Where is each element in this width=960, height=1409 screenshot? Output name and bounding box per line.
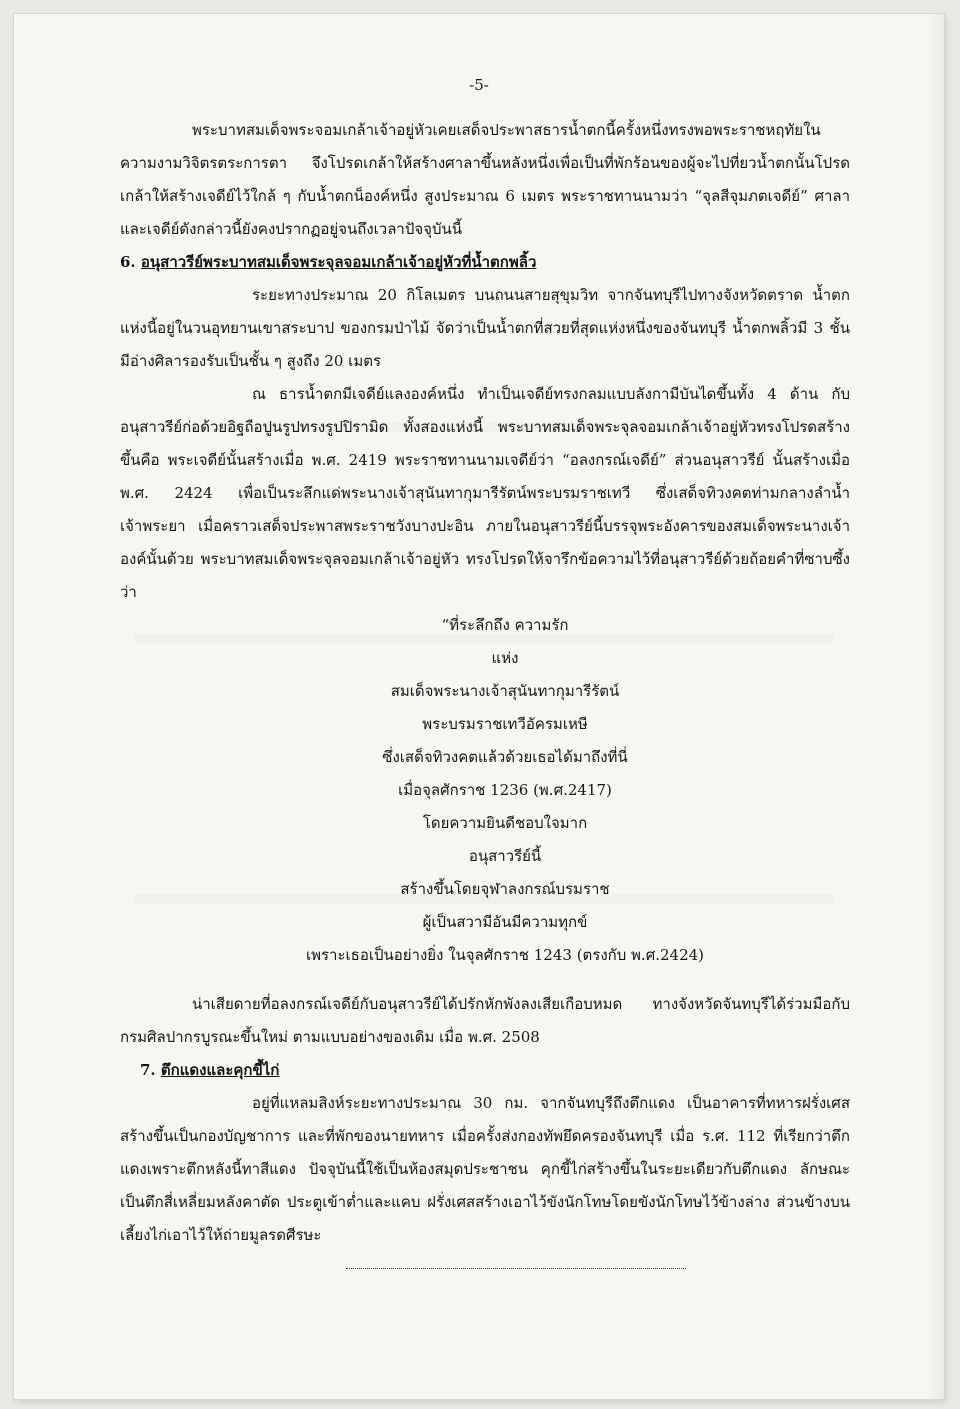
inscription-block (120, 609, 850, 972)
inscription-line: แห่ง (491, 649, 519, 667)
section-7-title: ตึกแดงและคุกขี้ไก่ (160, 1061, 280, 1079)
inscription-line: พระบรมราชเทวีอัครมเหษี (422, 715, 588, 733)
section-7-heading (120, 1054, 850, 1087)
document-page (14, 14, 944, 1399)
end-dotted-line (346, 1260, 686, 1269)
inscription-line: โดยความยินดีชอบใจมาก (422, 814, 588, 832)
section-7-number: 7. (140, 1061, 156, 1079)
inscription-line: สร้างขึ้นโดยจุฬาลงกรณ์บรมราช (400, 880, 610, 898)
inscription-line: ซึ่งเสด็จทิวงคตแล้วด้วยเธอได้มาถึงที่นี่ (382, 748, 628, 766)
section-6-heading (120, 246, 850, 279)
section-6-title: อนุสาวรีย์พระบาทสมเด็จพระจุลจอมเกล้าเจ้าอยู่หัวที่น้ำตกพลิ้ว (140, 253, 537, 271)
section-6-paragraph-1: ระยะทางประมาณ 20 กิโลเมตร บนถนนสายสุขุมวิท จากจันทบุรีไปทางจังหวัดตราด น้ำตกแห่งนี้อยู่ในวนอุทยานเขาสระบาป ของกรมป่าไม้ จัดว่าเป็นน้ำตกที่สวยที่สุดแห่งหนึ่งของจันทบุรี น้ำตกพลิ้วมี 3 ชั้น มีอ่างศิลารองรับเป็นชั้น ๆ สูงถึง 20 เมตร (120, 286, 850, 370)
inscription-line: “ที่ระลึกถึง ความรัก (441, 616, 569, 634)
spacer (120, 972, 850, 988)
inscription-line: สมเด็จพระนางเจ้าสุนันทากุมารีรัตน์ (390, 682, 620, 700)
section-6-paragraph-2: ณ ธารน้ำตกมีเจดีย์แลงองค์หนึ่ง ทำเป็นเจดีย์ทรงกลมแบบลังกามีบันไดขึ้นทั้ง 4 ด้าน กับอนุสาวรีย์ก่อด้วยอิฐถือปูนรูปทรงรูปปิรามิด ทั้งสองแห่งนี้ พระบาทสมเด็จพระจุลจอมเกล้าเจ้าอยู่หัวทรงโปรดสร้างขึ้นคือ พระเจดีย์นั้นสร้างเมื่อ พ.ศ. 2419 พระราชทานนามเจดีย์ว่า “อลงกรณ์เจดีย์” ส่วนอนุสาวรีย์ นั้นสร้างเมื่อ พ.ศ. 2424 เพื่อเป็นระลึกแด่พระนางเจ้าสุนันทากุมารีรัตน์พระบรมราชเทวี ซึ่งเสด็จทิวงคตท่ามกลางลำน้ำเจ้าพระยา เมื่อคราวเสด็จประพาสพระราชวังบางปะอิน ภายในอนุสาวรีย์นี้บรรจุพระอังคารของสมเด็จพระนางเจ้าองค์นั้นด้วย พระบาทสมเด็จพระจุลจอมเกล้าเจ้าอยู่หัว ทรงโปรดให้จารึกข้อความไว้ที่อนุสาวรีย์ด้วยถ้อยคำที่ซาบซึ้งว่า (120, 385, 850, 601)
inscription-line: เมื่อจุลศักราช 1236 (พ.ศ.2417) (398, 781, 612, 799)
inscription-line: อนุสาวรีย์นี้ (468, 847, 542, 865)
section-6-paragraph-3: น่าเสียดายที่อลงกรณ์เจดีย์กับอนุสาวรีย์ได้ปรักหักพังลงเสียเกือบหมด ทางจังหวัดจันทบุรีได้ร่วมมือกับกรมศิลปากรบูรณะขึ้นใหม่ ตามแบบอย่างของเดิม เมื่อ พ.ศ. 2508 (120, 995, 850, 1046)
intro-paragraph: พระบาทสมเด็จพระจอมเกล้าเจ้าอยู่หัวเคยเสด็จประพาสธารน้ำตกนี้ครั้งหนึ่งทรงพอพระราชหฤทัยในความงามวิจิตรตระการตา จึงโปรดเกล้าให้สร้างศาลาขึ้นหลังหนึ่งเพื่อเป็นที่พักร้อนของผู้จะไปที่ยวน้ำตกนั้นโปรดเกล้าให้สร้างเจดีย์ไว้ใกล้ ๆ กับน้ำตกน็องค์หนึ่ง สูงประมาณ 6 เมตร พระราชทานนามว่า “จุลสีจุมภตเจดีย์” ศาลาและเจดีย์ดังกล่าวนี้ยังคงปรากฏอยู่จนถึงเวลาปัจจุบันนี้ (120, 121, 850, 238)
inscription-line: ผู้เป็นสวามีอันมีความทุกข์ (422, 913, 588, 931)
page-number: -5- (469, 76, 489, 94)
section-6-number: 6. (120, 253, 136, 271)
inscription-line: เพราะเธอเป็นอย่างยิ่ง ในจุลศักราช 1243 (ตรงกับ พ.ศ.2424) (305, 946, 705, 964)
document-body (120, 114, 850, 1252)
section-7-paragraph-1: อยู่ที่แหลมสิงห์ระยะทางประมาณ 30 กม. จากจันทบุรีถึงตึกแดง เป็นอาคารที่ทหารฝรั่งเศสสร้างขึ้นเป็นกองบัญชาการ และที่พักของนายทหาร เมื่อครั้งส่งกองทัพยึดครองจันทบุรี เมื่อ ร.ศ. 112 ที่เรียกว่าตึกแดงเพราะตึกหลังนี้ทาสีแดง ปัจจุบันนี้ใช้เป็นห้องสมุดประชาชน คุกขี้ไก่สร้างขึ้นในระยะเดียวกับตึกแดง ลักษณะเป็นตึกสี่เหลี่ยมหลังคาตัด ประตูเข้าต่ำและแคบ ฝรั่งเศสสร้างเอาไว้ขังนักโทษโดยขังนักโทษไว้ข้างล่าง ส่วนข้างบนเลี้ยงไก่เอาไว้ให้ถ่ายมูลรดศีรษะ (120, 1094, 850, 1244)
